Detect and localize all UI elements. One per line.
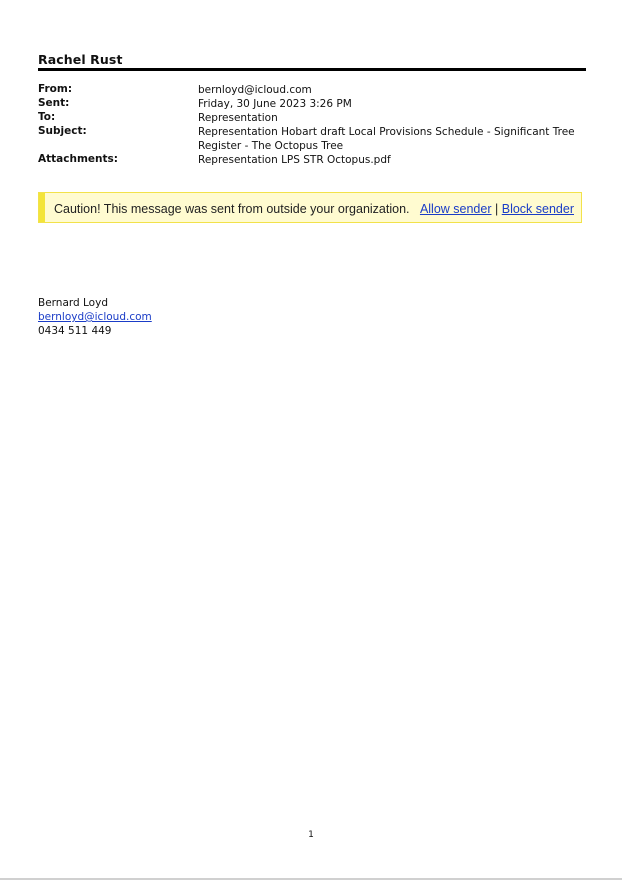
caution-separator: |	[495, 202, 499, 216]
caution-actions	[420, 202, 574, 216]
signature-name: Bernard Loyd	[38, 297, 108, 309]
subject-label: Subject:	[38, 125, 87, 137]
caution-message: Caution! This message was sent from outside your organization.	[54, 202, 410, 216]
subject-value: Representation Hobart draft Local Provisions Schedule - Significant Tree Register - The Octopus Tree	[198, 126, 575, 152]
sent-label: Sent:	[38, 97, 70, 109]
page-number: 1	[308, 830, 314, 840]
to-label: To:	[38, 111, 56, 123]
signature-phone: 0434 511 449	[38, 325, 112, 337]
sent-value: Friday, 30 June 2023 3:26 PM	[198, 98, 352, 110]
attachments-label: Attachments:	[38, 153, 118, 165]
attachments-value: Representation LPS STR Octopus.pdf	[198, 154, 391, 166]
header-divider	[38, 68, 586, 71]
block-sender-link[interactable]: Block sender	[501, 202, 574, 216]
caution-accent-bar	[39, 193, 45, 222]
allow-sender-link[interactable]: Allow sender	[419, 202, 492, 216]
from-value: bernloyd@icloud.com	[198, 84, 312, 96]
from-label: From:	[38, 83, 73, 95]
mailbox-owner-name: Rachel Rust	[38, 52, 123, 67]
external-sender-caution-banner	[38, 192, 582, 223]
signature-email-link[interactable]: bernloyd@icloud.com	[38, 311, 152, 323]
to-value: Representation	[198, 112, 278, 124]
